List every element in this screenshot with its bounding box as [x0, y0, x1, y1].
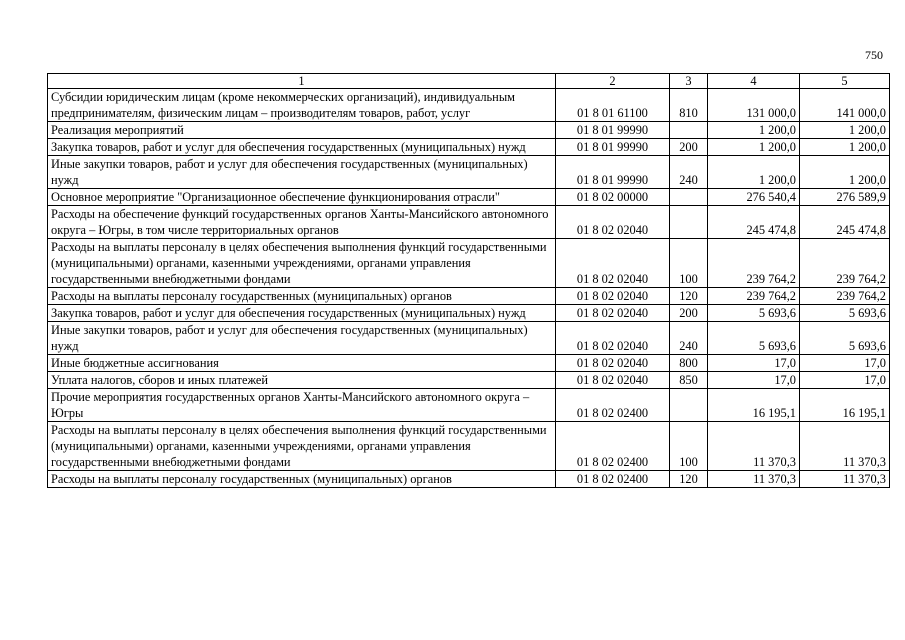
row-name-cell: Иные бюджетные ассигнования	[48, 355, 556, 372]
row-name-cell: Иные закупки товаров, работ и услуг для обеспечения государственных (муниципальных) нужд	[48, 156, 556, 189]
row-amount-col5-cell: 17,0	[800, 372, 890, 389]
row-name-cell: Прочие мероприятия государственных органов Ханты-Мансийского автономного округа – Югры	[48, 389, 556, 422]
table-row	[48, 389, 890, 422]
row-amount-col4-cell: 5 693,6	[708, 305, 800, 322]
row-expense-type-cell	[670, 189, 708, 206]
row-expense-type-cell: 200	[670, 139, 708, 156]
row-expense-type-cell: 120	[670, 288, 708, 305]
table-row	[48, 322, 890, 355]
table-row	[48, 122, 890, 139]
row-name-cell: Закупка товаров, работ и услуг для обеспечения государственных (муниципальных) нужд	[48, 305, 556, 322]
row-name-cell: Расходы на выплаты персоналу в целях обеспечения выполнения функций государственными (муниципальными) органами, казенными учреждениями, органами управления государственными внебюджетными фондами	[48, 239, 556, 288]
row-amount-col5-cell: 239 764,2	[800, 288, 890, 305]
row-amount-col4-cell: 276 540,4	[708, 189, 800, 206]
table-row	[48, 189, 890, 206]
row-amount-col4-cell: 1 200,0	[708, 139, 800, 156]
row-name-cell: Основное мероприятие "Организационное обеспечение функционирования отрасли"	[48, 189, 556, 206]
row-name-cell: Расходы на выплаты персоналу в целях обеспечения выполнения функций государственными (муниципальными) органами, казенными учреждениями, органами управления государственными внебюджетными фондами	[48, 422, 556, 471]
row-expense-type-cell: 850	[670, 372, 708, 389]
row-name-cell: Расходы на обеспечение функций государственных органов Ханты-Мансийского автономного округа – Югры, в том числе территориальных органов	[48, 206, 556, 239]
table-row	[48, 239, 890, 288]
row-amount-col4-cell: 239 764,2	[708, 239, 800, 288]
row-code-cell: 01 8 02 02040	[556, 206, 670, 239]
row-code-cell: 01 8 02 02400	[556, 471, 670, 488]
header-col-1: 1	[48, 74, 556, 89]
row-amount-col5-cell: 5 693,6	[800, 322, 890, 355]
row-expense-type-cell	[670, 206, 708, 239]
row-amount-col5-cell: 141 000,0	[800, 89, 890, 122]
table-row	[48, 422, 890, 471]
row-expense-type-cell: 120	[670, 471, 708, 488]
row-code-cell: 01 8 02 02040	[556, 239, 670, 288]
row-code-cell: 01 8 02 02040	[556, 372, 670, 389]
header-col-5: 5	[800, 74, 890, 89]
row-code-cell: 01 8 02 02040	[556, 322, 670, 355]
row-amount-col5-cell: 16 195,1	[800, 389, 890, 422]
table-row	[48, 355, 890, 372]
row-amount-col5-cell: 5 693,6	[800, 305, 890, 322]
page-number: 750	[865, 48, 883, 62]
table-row	[48, 89, 890, 122]
row-amount-col5-cell: 17,0	[800, 355, 890, 372]
header-col-2: 2	[556, 74, 670, 89]
table-row	[48, 305, 890, 322]
budget-table	[47, 73, 890, 488]
row-amount-col5-cell: 245 474,8	[800, 206, 890, 239]
row-amount-col4-cell: 16 195,1	[708, 389, 800, 422]
row-amount-col4-cell: 131 000,0	[708, 89, 800, 122]
table-row	[48, 372, 890, 389]
row-amount-col5-cell: 11 370,3	[800, 471, 890, 488]
table-row	[48, 206, 890, 239]
row-amount-col4-cell: 245 474,8	[708, 206, 800, 239]
row-amount-col4-cell: 239 764,2	[708, 288, 800, 305]
row-amount-col4-cell: 5 693,6	[708, 322, 800, 355]
row-code-cell: 01 8 01 99990	[556, 122, 670, 139]
row-amount-col4-cell: 17,0	[708, 372, 800, 389]
table-row	[48, 288, 890, 305]
row-code-cell: 01 8 01 99990	[556, 139, 670, 156]
row-code-cell: 01 8 02 02040	[556, 288, 670, 305]
row-expense-type-cell	[670, 122, 708, 139]
table-header	[48, 74, 890, 89]
row-expense-type-cell	[670, 389, 708, 422]
row-code-cell: 01 8 01 61100	[556, 89, 670, 122]
row-code-cell: 01 8 02 00000	[556, 189, 670, 206]
row-amount-col4-cell: 1 200,0	[708, 122, 800, 139]
row-code-cell: 01 8 01 99990	[556, 156, 670, 189]
row-amount-col4-cell: 17,0	[708, 355, 800, 372]
row-expense-type-cell: 100	[670, 422, 708, 471]
row-amount-col5-cell: 276 589,9	[800, 189, 890, 206]
row-expense-type-cell: 100	[670, 239, 708, 288]
row-amount-col5-cell: 1 200,0	[800, 122, 890, 139]
row-name-cell: Расходы на выплаты персоналу государственных (муниципальных) органов	[48, 471, 556, 488]
row-amount-col4-cell: 11 370,3	[708, 471, 800, 488]
row-amount-col5-cell: 239 764,2	[800, 239, 890, 288]
table-row	[48, 471, 890, 488]
row-name-cell: Уплата налогов, сборов и иных платежей	[48, 372, 556, 389]
row-expense-type-cell: 240	[670, 156, 708, 189]
row-code-cell: 01 8 02 02040	[556, 305, 670, 322]
header-col-3: 3	[670, 74, 708, 89]
row-name-cell: Иные закупки товаров, работ и услуг для обеспечения государственных (муниципальных) нужд	[48, 322, 556, 355]
header-col-4: 4	[708, 74, 800, 89]
row-amount-col5-cell: 1 200,0	[800, 156, 890, 189]
row-expense-type-cell: 810	[670, 89, 708, 122]
row-code-cell: 01 8 02 02400	[556, 389, 670, 422]
row-code-cell: 01 8 02 02040	[556, 355, 670, 372]
row-expense-type-cell: 240	[670, 322, 708, 355]
row-amount-col5-cell: 1 200,0	[800, 139, 890, 156]
header-row	[48, 74, 890, 89]
row-amount-col4-cell: 1 200,0	[708, 156, 800, 189]
table-row	[48, 139, 890, 156]
row-name-cell: Субсидии юридическим лицам (кроме некоммерческих организаций), индивидуальным предпринимателям, физическим лицам – производителям товаров, работ, услуг	[48, 89, 556, 122]
table-row	[48, 156, 890, 189]
row-amount-col4-cell: 11 370,3	[708, 422, 800, 471]
row-name-cell: Расходы на выплаты персоналу государственных (муниципальных) органов	[48, 288, 556, 305]
row-amount-col5-cell: 11 370,3	[800, 422, 890, 471]
row-code-cell: 01 8 02 02400	[556, 422, 670, 471]
row-expense-type-cell: 800	[670, 355, 708, 372]
table-body	[48, 89, 890, 488]
row-expense-type-cell: 200	[670, 305, 708, 322]
row-name-cell: Закупка товаров, работ и услуг для обеспечения государственных (муниципальных) нужд	[48, 139, 556, 156]
row-name-cell: Реализация мероприятий	[48, 122, 556, 139]
